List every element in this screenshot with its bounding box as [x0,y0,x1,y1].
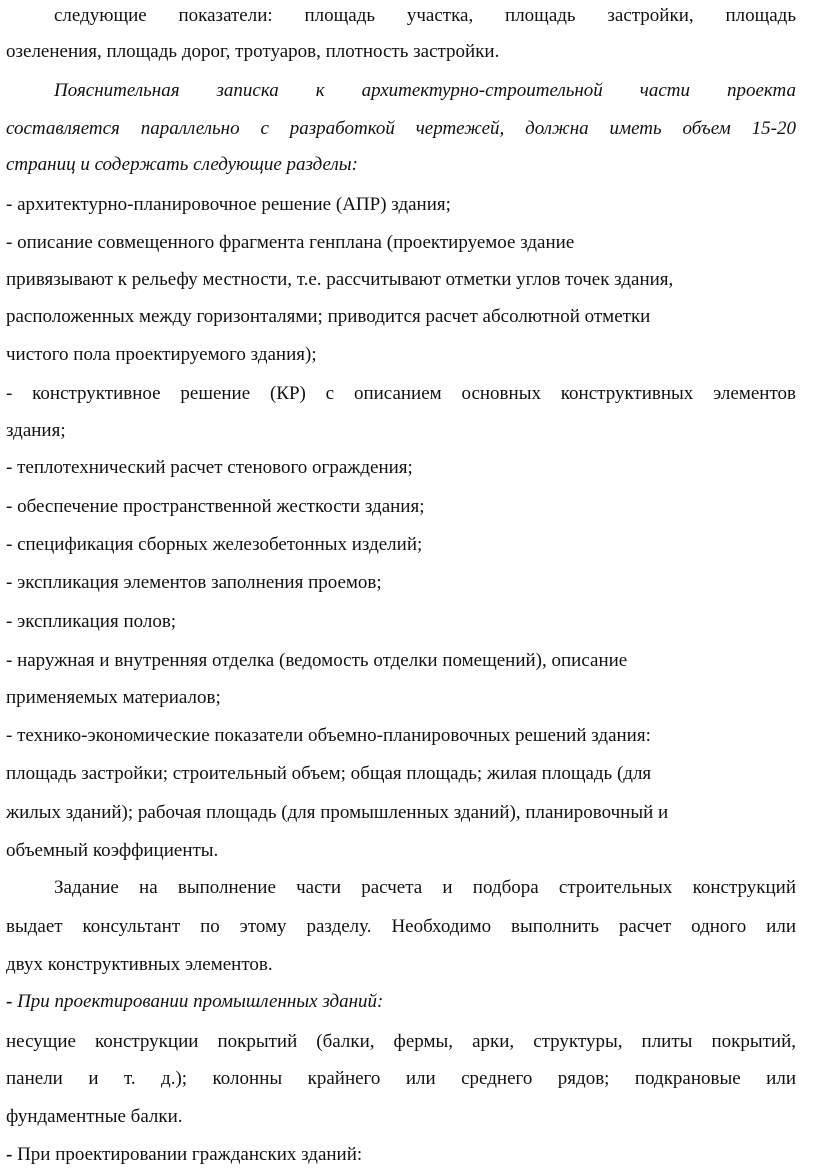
text-line-5: страниц и содержать следующие разделы: [6,154,358,175]
section-line-civil [6,1143,796,1167]
list-item-7: - экспликация элементов заполнения проемов; [6,572,382,593]
text-line-25: выдает консультант по этому разделу. Необходимо выполнить расчет одного или [6,916,796,937]
list-item-3: - конструктивное решение (КР) с описанием основных конструктивных элементов [6,383,796,404]
list-item-5: - обеспечение пространственной жесткости здания; [6,496,425,517]
text-line-22: жилых зданий); рабочая площадь (для промышленных зданий), планировочный и [6,802,669,823]
list-item-6: - спецификация сборных железобетонных изделий; [6,534,423,555]
text-line-12: здания; [6,420,66,441]
text-line-26: двух конструктивных элементов. [6,954,273,975]
text-line-3: Пояснительная записка к архитектурно-строительной части проекта [54,80,796,101]
text-line-9: расположенных между горизонталями; приводится расчет абсолютной отметки [6,306,651,327]
list-dash: - [6,991,13,1012]
text-line-10: чистого пола проектируемого здания); [6,344,317,365]
text-line-30: фундаментные балки. [6,1106,183,1127]
text-line-21: площадь застройки; строительный объем; общая площадь; жилая площадь (для [6,763,652,784]
list-item-1: - архитектурно-планировочное решение (АПР) здания; [6,194,451,215]
list-item-2: - описание совмещенного фрагмента генплана (проектируемое здание [6,232,575,253]
text-line-8: привязывают к рельефу местности, т.е. рассчитывают отметки углов точек здания, [6,269,674,290]
text-line-19: применяемых материалов; [6,687,221,708]
text-line-4: составляется параллельно с разработкой чертежей, должна иметь объем 15-20 [6,118,796,139]
text-line-28: несущие конструкции покрытий (балки, фермы, арки, структуры, плиты покрытий, [6,1031,796,1052]
section-heading-industrial: При проектировании промышленных зданий: [17,991,384,1012]
list-item-8: - экспликация полов; [6,611,177,632]
list-dash: - [6,1144,13,1165]
section-heading-civil: При проектировании гражданских зданий: [17,1144,363,1165]
text-line-23: объемный коэффициенты. [6,840,219,861]
section-line-industrial [6,990,796,1014]
text-line-29: панели и т. д.); колонны крайнего или среднего рядов; подкрановые или [6,1068,796,1089]
list-item-4: - теплотехнический расчет стенового ограждения; [6,457,413,478]
list-item-9: - наружная и внутренняя отделка (ведомость отделки помещений), описание [6,650,628,671]
text-line-24: Задание на выполнение части расчета и подбора строительных конструкций [54,877,796,898]
text-line-1: следующие показатели: площадь участка, площадь застройки, площадь [54,5,796,26]
list-item-10: - технико-экономические показатели объемно-планировочных решений здания: [6,725,651,746]
text-line-2: озеленения, площадь дорог, тротуаров, плотность застройки. [6,41,500,62]
